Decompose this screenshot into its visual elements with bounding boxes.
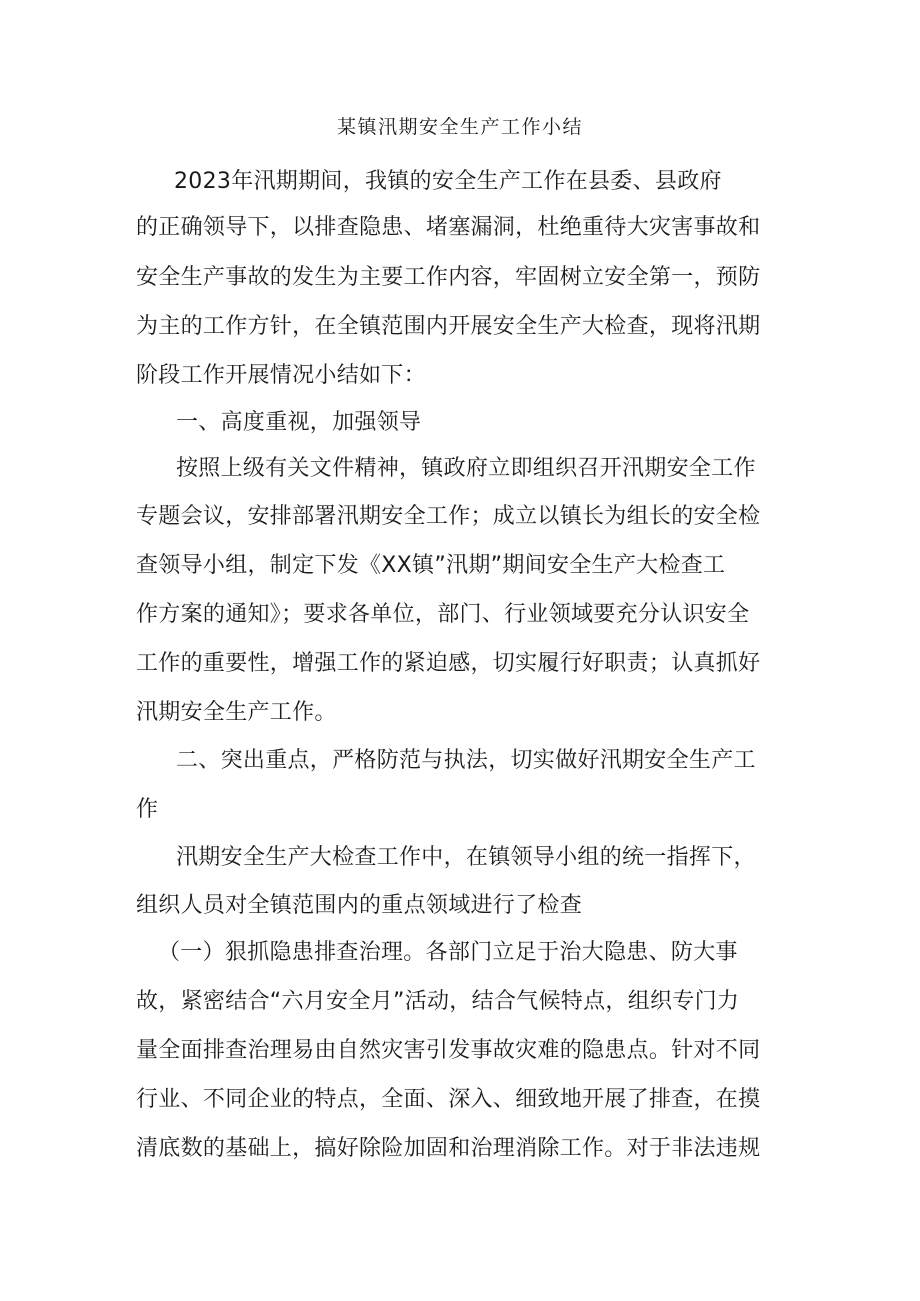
paragraph-line: 按照上级有关文件精神，镇政府立即组织召开汛期安全工作 [176,456,756,481]
paragraph-line: 工作的重要性，增强工作的紧迫感，切实履行好职责；认真抓好 [136,651,761,676]
paragraph-line: 专题会议，安排部署汛期安全工作；成立以镇长为组长的安全检 [136,504,761,529]
paragraph-line: 2023年汛期期间，我镇的安全生产工作在县委、县政府 [174,169,722,194]
paragraph-line: 量全面排查治理易由自然灾害引发事故灾难的隐患点。针对不同 [136,1038,761,1063]
paragraph-line: 阶段工作开展情况小结如下： [136,363,426,388]
paragraph-line: 查领导小组，制定下发《XX镇”汛期”期间安全生产大检查工 [136,553,726,578]
paragraph-line: 的正确领导下，以排查隐患、堵塞漏洞，杜绝重待大灾害事故和 [136,215,761,240]
paragraph-line: 汛期安全生产工作。 [136,700,337,725]
paragraph-line: 故，紧密结合“六月安全月”活动，结合气候特点，组织专门力 [136,989,740,1014]
paragraph-line: 行业、不同企业的特点，全面、深入、细致地开展了排查，在摸 [136,1087,761,1112]
section-heading: 一、高度重视，加强领导 [176,410,422,435]
paragraph-line: 为主的工作方针，在全镇范围内开展安全生产大检查，现将汛期 [136,314,761,339]
section-heading: 二、突出重点，严格防范与执法，切实做好汛期安全生产工 [176,748,756,773]
paragraph-line: 组织人员对全镇范围内的重点领域进行了检查 [136,893,583,918]
document-title: 某镇汛期安全生产工作小结 [336,116,583,138]
paragraph-line: 作方案的通知》；要求各单位，部门、行业领域要充分认识安全 [136,602,750,627]
section-heading-continued: 作 [136,797,159,822]
paragraph-line: 汛期安全生产大检查工作中，在镇领导小组的统一指挥下， [176,845,756,870]
paragraph-line: 安全生产事故的发生为主要工作内容，牢固树立安全第一，预防 [136,265,761,290]
subsection-line: （一）狠抓隐患排查治理。各部门立足于治大隐患、防大事 [158,940,738,965]
paragraph-line: 清底数的基础上，搞好除险加固和治理消除工作。对于非法违规 [136,1136,761,1161]
